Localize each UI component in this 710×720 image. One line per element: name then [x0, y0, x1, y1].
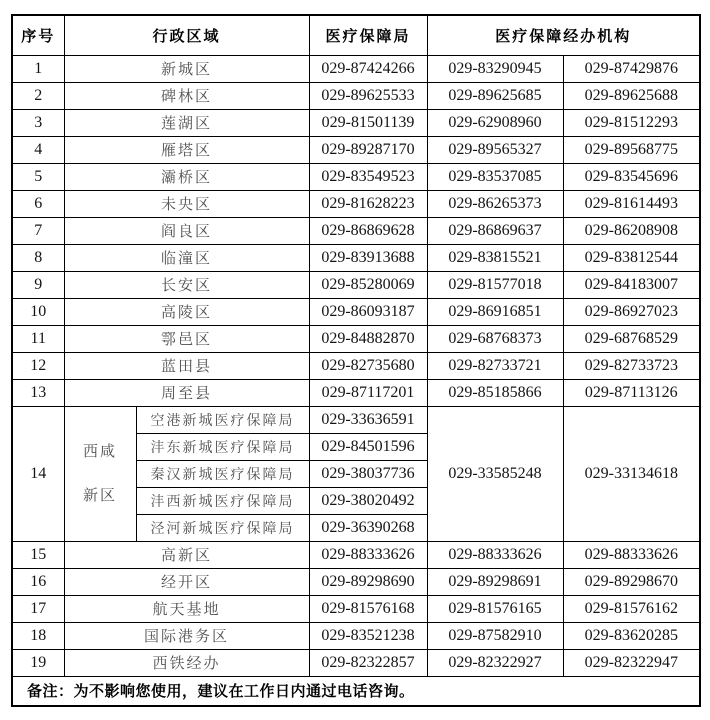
cell-bureau-phone: 029-83549523 [309, 163, 427, 190]
table-row [12, 298, 700, 325]
header-serial: 序号 [12, 15, 64, 55]
table-row [12, 325, 700, 352]
cell-branch-phone: 029-38020492 [309, 487, 427, 514]
header-bureau: 医疗保障局 [309, 15, 427, 55]
district-line-2: 新区 [82, 486, 117, 504]
cell-bureau-phone: 029-86093187 [309, 298, 427, 325]
district-line-1: 西咸 [82, 442, 117, 460]
cell-district: 阎良区 [64, 217, 309, 244]
cell-bureau-phone: 029-82735680 [309, 352, 427, 379]
table-row [12, 136, 700, 163]
cell-agency-phone-1: 029-81577018 [427, 271, 563, 298]
table-row [12, 217, 700, 244]
cell-agency-phone-1: 029-86916851 [427, 298, 563, 325]
cell-district: 鄠邑区 [64, 325, 309, 352]
cell-serial: 18 [12, 622, 64, 649]
medical-insurance-contact-table [11, 14, 701, 707]
cell-branch-name: 沣东新城医疗保障局 [136, 433, 309, 460]
cell-district: 雁塔区 [64, 136, 309, 163]
cell-bureau-phone: 029-89298690 [309, 568, 427, 595]
cell-agency-phone-1: 029-87582910 [427, 622, 563, 649]
cell-serial: 12 [12, 352, 64, 379]
cell-agency-phone-1: 029-85185866 [427, 379, 563, 406]
cell-agency-phone-2: 029-89625688 [563, 82, 700, 109]
cell-serial: 7 [12, 217, 64, 244]
cell-bureau-phone: 029-81576168 [309, 595, 427, 622]
table-row [12, 541, 700, 568]
cell-agency-phone-1: 029-82322927 [427, 649, 563, 676]
cell-bureau-phone: 029-88333626 [309, 541, 427, 568]
cell-agency-phone-1: 029-81576165 [427, 595, 563, 622]
cell-agency-phone-2: 029-81614493 [563, 190, 700, 217]
cell-serial: 17 [12, 595, 64, 622]
table-row [12, 352, 700, 379]
cell-serial: 15 [12, 541, 64, 568]
table-row-xixian [12, 406, 700, 433]
table-row [12, 190, 700, 217]
cell-agency-phone-2: 029-87429876 [563, 55, 700, 82]
cell-bureau-phone: 029-82322857 [309, 649, 427, 676]
cell-bureau-phone: 029-81501139 [309, 109, 427, 136]
cell-branch-phone: 029-36390268 [309, 514, 427, 541]
cell-agency-phone-2: 029-83620285 [563, 622, 700, 649]
cell-agency-phone-2: 029-81576162 [563, 595, 700, 622]
cell-branch-name: 秦汉新城医疗保障局 [136, 460, 309, 487]
cell-branch-phone: 029-33636591 [309, 406, 427, 433]
header-district: 行政区域 [64, 15, 309, 55]
cell-serial: 13 [12, 379, 64, 406]
cell-district: 新城区 [64, 55, 309, 82]
cell-serial: 6 [12, 190, 64, 217]
cell-district: 灞桥区 [64, 163, 309, 190]
table-row [12, 568, 700, 595]
cell-agency-phone-1: 029-83290945 [427, 55, 563, 82]
cell-district: 高陵区 [64, 298, 309, 325]
table-row [12, 163, 700, 190]
cell-serial: 10 [12, 298, 64, 325]
cell-agency-phone-1: 029-86869637 [427, 217, 563, 244]
cell-serial: 5 [12, 163, 64, 190]
cell-branch-phone: 029-38037736 [309, 460, 427, 487]
cell-bureau-phone: 029-85280069 [309, 271, 427, 298]
cell-agency-phone-2: 029-82733723 [563, 352, 700, 379]
cell-agency-phone-1: 029-89625685 [427, 82, 563, 109]
table-row [12, 55, 700, 82]
cell-agency-phone-1: 029-89298691 [427, 568, 563, 595]
note-text: 备注：为不影响您使用，建议在工作日内通过电话咨询。 [12, 676, 700, 706]
cell-agency-phone-1: 029-88333626 [427, 541, 563, 568]
cell-district: 蓝田县 [64, 352, 309, 379]
cell-agency-phone-2: 029-82322947 [563, 649, 700, 676]
cell-agency-phone-1: 029-83815521 [427, 244, 563, 271]
cell-agency-phone-1: 029-83537085 [427, 163, 563, 190]
cell-serial: 1 [12, 55, 64, 82]
cell-bureau-phone: 029-87424266 [309, 55, 427, 82]
cell-bureau-phone: 029-89287170 [309, 136, 427, 163]
cell-serial: 11 [12, 325, 64, 352]
table-row [12, 622, 700, 649]
cell-bureau-phone: 029-81628223 [309, 190, 427, 217]
table-row [12, 109, 700, 136]
cell-agency-phone-1: 029-82733721 [427, 352, 563, 379]
table-row [12, 82, 700, 109]
cell-branch-phone: 029-84501596 [309, 433, 427, 460]
cell-bureau-phone: 029-83521238 [309, 622, 427, 649]
cell-serial: 19 [12, 649, 64, 676]
cell-district: 航天基地 [64, 595, 309, 622]
cell-bureau-phone: 029-86869628 [309, 217, 427, 244]
header-agency: 医疗保障经办机构 [427, 15, 700, 55]
cell-agency-phone-2: 029-83812544 [563, 244, 700, 271]
cell-serial: 3 [12, 109, 64, 136]
cell-serial: 8 [12, 244, 64, 271]
cell-agency-phone-2: 029-87113126 [563, 379, 700, 406]
cell-agency-phone-2: 029-33134618 [563, 406, 700, 541]
cell-bureau-phone: 029-89625533 [309, 82, 427, 109]
cell-agency-phone-2: 029-86208908 [563, 217, 700, 244]
cell-bureau-phone: 029-84882870 [309, 325, 427, 352]
cell-serial: 9 [12, 271, 64, 298]
cell-district: 经开区 [64, 568, 309, 595]
cell-bureau-phone: 029-83913688 [309, 244, 427, 271]
table-row [12, 595, 700, 622]
cell-agency-phone-2: 029-88333626 [563, 541, 700, 568]
cell-branch-name: 泾河新城医疗保障局 [136, 514, 309, 541]
cell-agency-phone-1: 029-89565327 [427, 136, 563, 163]
cell-district: 周至县 [64, 379, 309, 406]
table-row [12, 379, 700, 406]
cell-serial: 2 [12, 82, 64, 109]
cell-agency-phone-1: 029-86265373 [427, 190, 563, 217]
cell-district: 莲湖区 [64, 109, 309, 136]
table-note-row [12, 676, 700, 706]
cell-district: 未央区 [64, 190, 309, 217]
table-row [12, 244, 700, 271]
cell-agency-phone-2: 029-86927023 [563, 298, 700, 325]
cell-serial: 16 [12, 568, 64, 595]
cell-district: 长安区 [64, 271, 309, 298]
cell-agency-phone-2: 029-68768529 [563, 325, 700, 352]
cell-branch-name: 沣西新城医疗保障局 [136, 487, 309, 514]
cell-district: 碑林区 [64, 82, 309, 109]
table-row [12, 649, 700, 676]
cell-agency-phone-1: 029-62908960 [427, 109, 563, 136]
cell-agency-phone-1: 029-33585248 [427, 406, 563, 541]
cell-district: 临潼区 [64, 244, 309, 271]
cell-district-xixian [64, 406, 136, 541]
cell-branch-name: 空港新城医疗保障局 [136, 406, 309, 433]
table-row [12, 271, 700, 298]
cell-district: 国际港务区 [64, 622, 309, 649]
cell-agency-phone-2: 029-81512293 [563, 109, 700, 136]
cell-serial: 4 [12, 136, 64, 163]
cell-serial: 14 [12, 406, 64, 541]
table-header-row [12, 15, 700, 55]
cell-agency-phone-2: 029-89298670 [563, 568, 700, 595]
cell-agency-phone-2: 029-89568775 [563, 136, 700, 163]
cell-agency-phone-2: 029-83545696 [563, 163, 700, 190]
cell-agency-phone-1: 029-68768373 [427, 325, 563, 352]
cell-district: 西铁经办 [64, 649, 309, 676]
cell-agency-phone-2: 029-84183007 [563, 271, 700, 298]
cell-district: 高新区 [64, 541, 309, 568]
cell-bureau-phone: 029-87117201 [309, 379, 427, 406]
